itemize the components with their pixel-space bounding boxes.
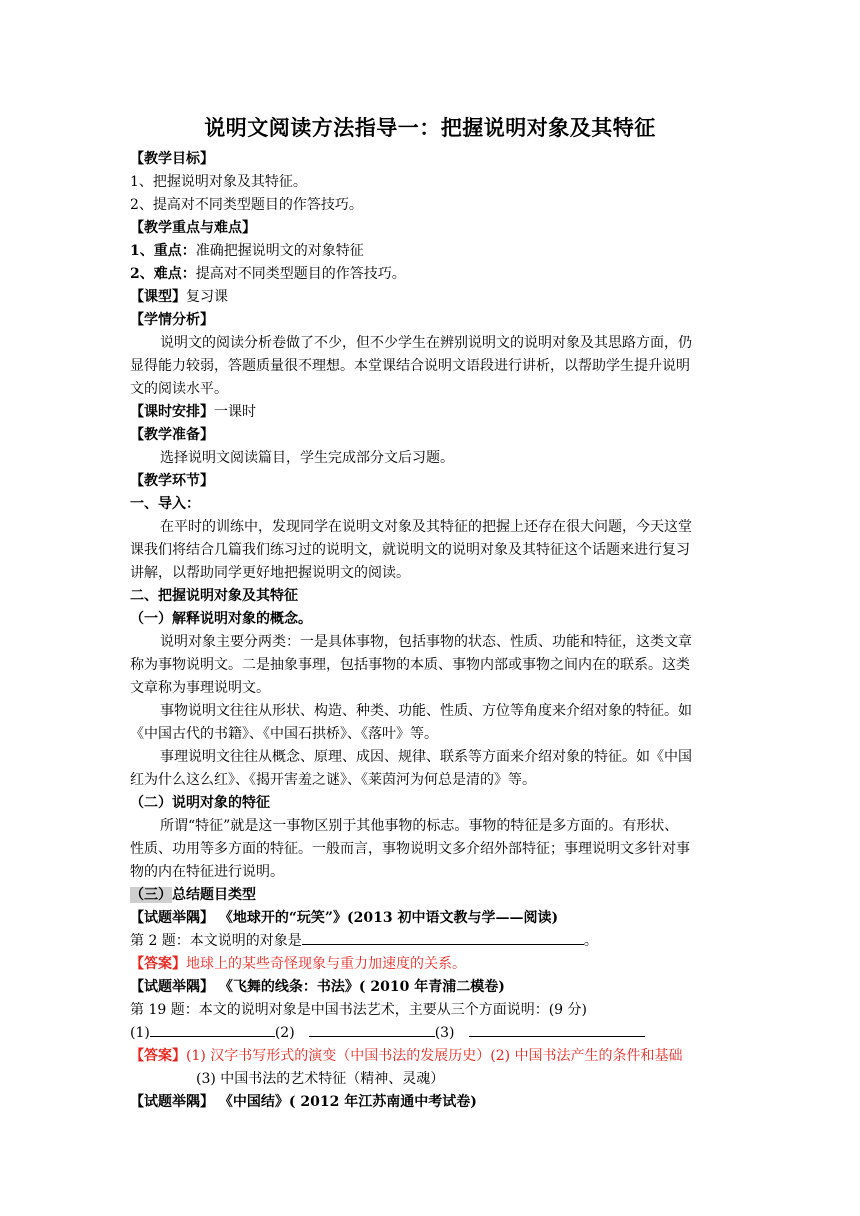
subsection2-heading: （二）说明对象的特征 <box>130 795 270 811</box>
para-line: 所谓“特征”就是这一事物区别于其他事物的标志。事物的特征是多方面的。有形状、 <box>160 818 679 834</box>
analysis-heading: 【学情分析】 <box>130 312 214 328</box>
difficulty-text: 提高对不同类型题目的作答技巧。 <box>195 266 406 282</box>
analysis-line: 文的阅读水平。 <box>130 381 228 397</box>
subsection3-text: 总结题目类型 <box>172 887 256 903</box>
answer-label: 【答案】 <box>130 1048 186 1064</box>
question-text: 第 2 题：本文说明的对象是 <box>130 933 302 949</box>
lesson-type <box>130 286 740 308</box>
para-line: 《中国古代的书籍》、《中国石拱桥》、《落叶》等。 <box>130 726 438 742</box>
example2-answer-cont: (3) 中国书法的艺术特征（精神、灵魂） <box>196 1071 445 1087</box>
example1-answer <box>130 953 740 975</box>
para-line: 红为什么这么红》、《揭开害羞之谜》、《莱茵河为何总是清的》等。 <box>130 772 536 788</box>
schedule <box>130 401 740 423</box>
difficulty-item <box>130 263 740 285</box>
intro-line: 课我们将结合几篇我们练习过的说明文，就说明文的说明对象及其特征这个话题来进行复习 <box>130 542 690 558</box>
key-point-text: 准确把握说明文的对象特征 <box>195 243 364 259</box>
example1-question <box>130 930 740 952</box>
answer-blank <box>302 930 584 945</box>
analysis-line: 说明文的阅读分析卷做了不少，但不少学生在辨别说明文的说明对象及其思路方面，仍 <box>160 335 692 351</box>
example2-question: 第 19 题：本文的说明对象是中国书法艺术，主要从三个方面说明：(9 分) <box>130 1002 587 1018</box>
para-line: 事理说明文往往从概念、原理、成因、规律、联系等方面来介绍对象的特征。如《中国 <box>160 749 692 765</box>
blank-label: (2) <box>274 1025 295 1041</box>
section2-heading: 二、把握说明对象及其特征 <box>130 588 298 604</box>
key-points-heading: 【教学重点与难点】 <box>130 220 256 236</box>
example3-heading: 【试题举隅】 《中国结》( 2012 年江苏南通中考试卷) <box>130 1094 477 1110</box>
goal-item: 2、提高对不同类型题目的作答技巧。 <box>130 197 363 213</box>
page-title: 说明文阅读方法指导一：把握说明对象及其特征 <box>204 115 656 140</box>
steps-heading: 【教学环节】 <box>130 473 214 489</box>
para-line: 文章称为事理说明文。 <box>130 680 270 696</box>
para-line: 称为事物说明文。二是抽象事理，包括事物的本质、事物内部或事物之间内在的联系。这类 <box>130 657 690 673</box>
answer-label: 【答案】 <box>130 956 186 972</box>
intro-line: 讲解，以帮助同学更好地把握说明文的阅读。 <box>130 565 410 581</box>
answer-blank <box>469 1022 645 1037</box>
intro-heading: 一、导入： <box>130 496 200 512</box>
key-point-label: 1、重点： <box>130 243 196 259</box>
schedule-value: 一课时 <box>214 404 256 420</box>
para-line: 说明对象主要分两类：一是具体事物，包括事物的状态、性质、功能和特征，这类文章 <box>160 634 692 650</box>
lesson-type-value: 复习课 <box>186 289 228 305</box>
key-point-item <box>130 240 740 262</box>
goal-item: 1、把握说明对象及其特征。 <box>130 174 307 190</box>
schedule-label: 【课时安排】 <box>130 404 214 420</box>
para-line: 性质、功用等多方面的特征。一般而言，事物说明文多介绍外部特征；事理说明文多针对事 <box>130 841 690 857</box>
example2-heading: 【试题举隅】 《飞舞的线条：书法》( 2010 年青浦二模卷) <box>130 979 505 995</box>
example1-heading: 【试题举隅】 《地球开的“玩笑”》(2013 初中语文教与学——阅读) <box>130 910 559 926</box>
highlight-mark: （三） <box>130 887 172 903</box>
answer-text: 地球上的某些奇怪现象与重力加速度的关系。 <box>186 956 466 972</box>
lesson-type-label: 【课型】 <box>130 289 186 305</box>
goals-heading: 【教学目标】 <box>130 151 214 167</box>
difficulty-label: 2、难点： <box>130 266 196 282</box>
answer-blank <box>309 1022 435 1037</box>
para-line: 物的内在特征进行说明。 <box>130 864 284 880</box>
prep-heading: 【教学准备】 <box>130 427 214 443</box>
example2-blanks <box>130 1022 740 1044</box>
para-line: 事物说明文往往从形状、构造、种类、功能、性质、方位等角度来介绍对象的特征。如 <box>160 703 692 719</box>
answer-blank <box>150 1022 275 1037</box>
answer-text: (1) 汉字书写形式的演变（中国书法的发展历史）(2) 中国书法产生的条件和基础 <box>186 1048 683 1064</box>
blank-label: (3) <box>434 1025 455 1041</box>
blank-label: (1) <box>130 1025 150 1041</box>
subsection1-heading: （一）解释说明对象的概念。 <box>130 611 312 627</box>
intro-line: 在平时的训练中，发现同学在说明文对象及其特征的把握上还存在很大问题，今天这堂 <box>160 519 692 535</box>
analysis-line: 显得能力较弱，答题质量很不理想。本堂课结合说明文语段进行讲析，以帮助学生提升说明 <box>130 358 690 374</box>
subsection3-heading <box>130 884 740 906</box>
prep-text: 选择说明文阅读篇目，学生完成部分文后习题。 <box>160 450 454 466</box>
example2-answer <box>130 1045 740 1067</box>
question-end: 。 <box>583 933 598 949</box>
